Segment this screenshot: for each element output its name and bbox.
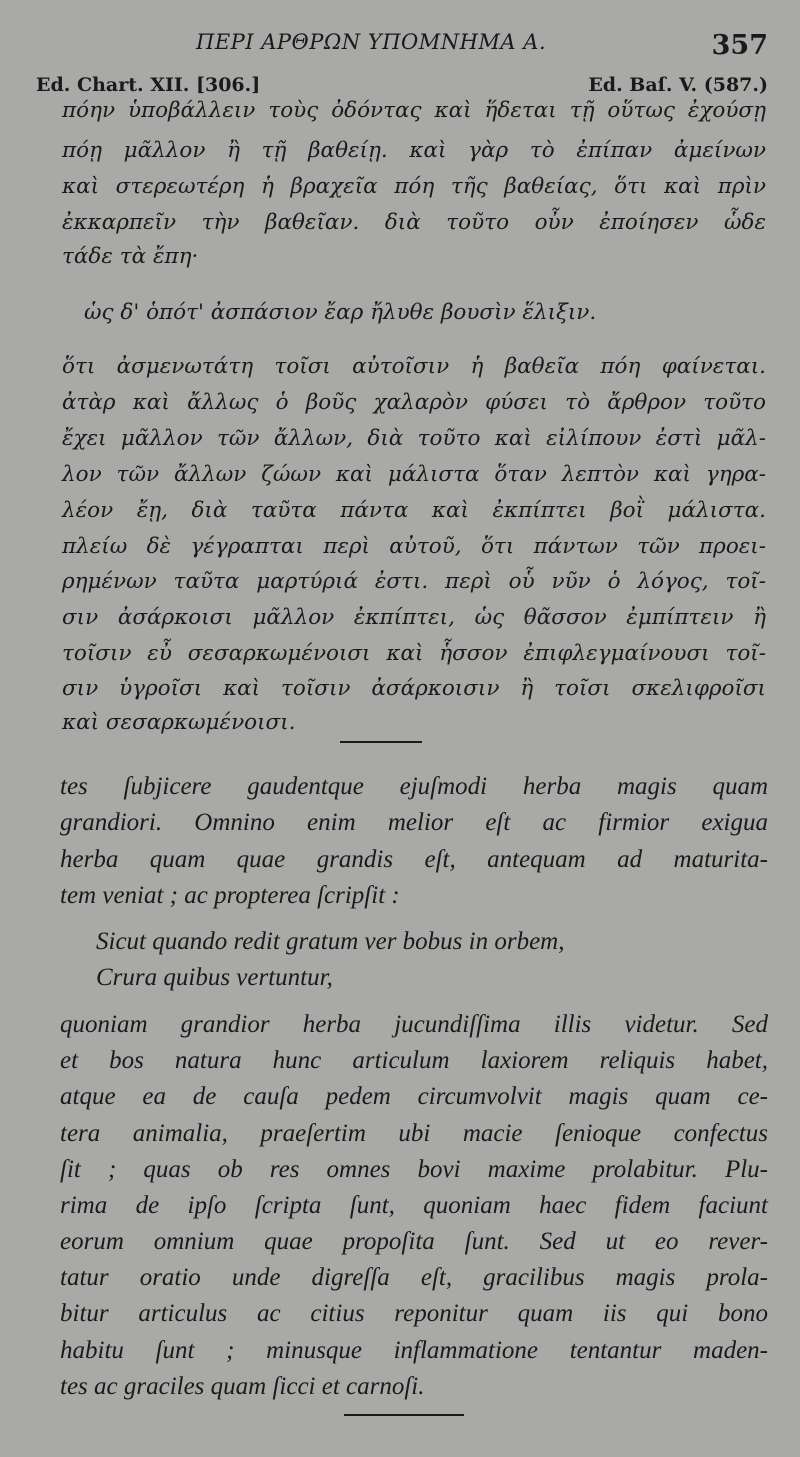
latin-line: rima de ipſo ſcripta ſunt, quoniam haec fidem faciunt [60, 1192, 768, 1219]
greek-line: ρημένων ταῦτα μαρτύριά ἐστι. περὶ οὗ νῦν ὁ λόγος, τοῖ- [62, 569, 766, 594]
latin-line: quoniam grandior herba jucundiſſima illis videtur. Sed [60, 1011, 768, 1038]
greek-line: τοῖσιν εὖ σεσαρκωμένοισι καὶ ἧσσον ἐπιφλεγμαίνουσι τοῖ- [62, 641, 766, 666]
latin-line: tes ac graciles quam ſicci et carnoſi. [60, 1373, 425, 1400]
greek-line: καὶ στερεωτέρη ἡ βραχεῖα πόη τῆς βαθείας, ὅτι καὶ πρὶν [62, 174, 766, 199]
latin-line: ſit ; quas ob res omnes bovi maxime prolabitur. Plu- [60, 1156, 768, 1183]
greek-verse: ὡς δ' ὁπότ' ἀσπάσιον ἔαρ ἤλυθε βουσὶν ἕλιξιν. [84, 300, 597, 325]
latin-line: atque ea de cauſa pedem circumvolvit magis quam ce- [60, 1083, 768, 1110]
edition-reference-chartier: Ed. Chart. XII. [306.] [36, 74, 261, 96]
greek-line: πόῃ μᾶλλον ἢ τῇ βαθείῃ. καὶ γὰρ τὸ ἐπίπαν ἀμείνων [62, 138, 766, 163]
greek-line: πόην ὑποβάλλειν τοὺς ὀδόντας καὶ ἥδεται τῇ οὕτως ἐχούσῃ [62, 98, 766, 123]
greek-line: καὶ σεσαρκωμένοισι. [62, 710, 296, 735]
greek-line: ἀτὰρ καὶ ἄλλως ὁ βοῦς χαλαρὸν φύσει τὸ ἄρθρον τοῦτο [62, 390, 766, 415]
latin-line: tem veniat ; ac propterea ſcripſit : [60, 882, 400, 909]
latin-line: eorum omnium quae propoſita ſunt. Sed ut eo rever- [60, 1228, 768, 1255]
latin-line: et bos natura hunc articulum laxiorem reliquis habet, [60, 1047, 768, 1074]
latin-line: tera animalia, praeſertim ubi macie ſenioque confectus [60, 1120, 768, 1147]
latin-line: bitur articulus ac citius reponitur quam iis qui bono [60, 1300, 768, 1327]
latin-line: tatur oratio unde digreſſa eſt, gracilibus magis prola- [60, 1264, 768, 1291]
greek-line: τάδε τὰ ἔπη· [62, 244, 199, 269]
latin-line: habitu ſunt ; minusque inflammatione tentantur maden- [60, 1337, 768, 1364]
greek-line: σιν ἀσάρκοισι μᾶλλον ἐκπίπτει, ὡς θᾶσσον ἐμπίπτειν ἢ [62, 605, 766, 630]
edition-reference-basel: Ed. Baſ. V. (587.) [588, 74, 768, 96]
greek-line: λέον ἔῃ, διὰ ταῦτα πάντα καὶ ἐκπίπτει βοῒ μάλιστα. [62, 498, 766, 523]
section-divider [344, 1414, 464, 1416]
latin-verse: Sicut quando redit gratum ver bobus in orbem, [96, 928, 565, 955]
page-number: 357 [711, 30, 768, 61]
section-divider [340, 741, 422, 743]
running-title: ΠΕΡΙ ΑΡΘΡΩΝ ΥΠΟΜΝΗΜΑ Α. [196, 30, 547, 54]
greek-line: λον τῶν ἄλλων ζώων καὶ μάλιστα ὅταν λεπτὸν καὶ γηρα- [62, 462, 766, 487]
latin-line: grandiori. Omnino enim melior eſt ac firmior exigua [60, 809, 768, 836]
greek-line: ἔχει μᾶλλον τῶν ἄλλων, διὰ τοῦτο καὶ εἰλίπουν ἐστὶ μᾶλ- [62, 426, 766, 451]
greek-line: πλείω δὲ γέγραπται περὶ αὐτοῦ, ὅτι πάντων τῶν προει- [62, 534, 766, 559]
latin-line: tes ſubjicere gaudentque ejuſmodi herba magis quam [60, 773, 768, 800]
greek-line: σιν ὑγροῖσι καὶ τοῖσιν ἀσάρκοισιν ἢ τοῖσι σκελιφροῖσι [62, 676, 766, 701]
greek-line: ὅτι ἀσμενωτάτη τοῖσι αὐτοῖσιν ἡ βαθεῖα πόη φαίνεται. [62, 354, 766, 379]
latin-verse: Crura quibus vertuntur, [96, 964, 333, 991]
greek-line: ἐκκαρπεῖν τὴν βαθεῖαν. διὰ τοῦτο οὖν ἐποίησεν ὧδε [62, 210, 766, 235]
latin-line: herba quam quae grandis eſt, antequam ad maturita- [60, 846, 768, 873]
